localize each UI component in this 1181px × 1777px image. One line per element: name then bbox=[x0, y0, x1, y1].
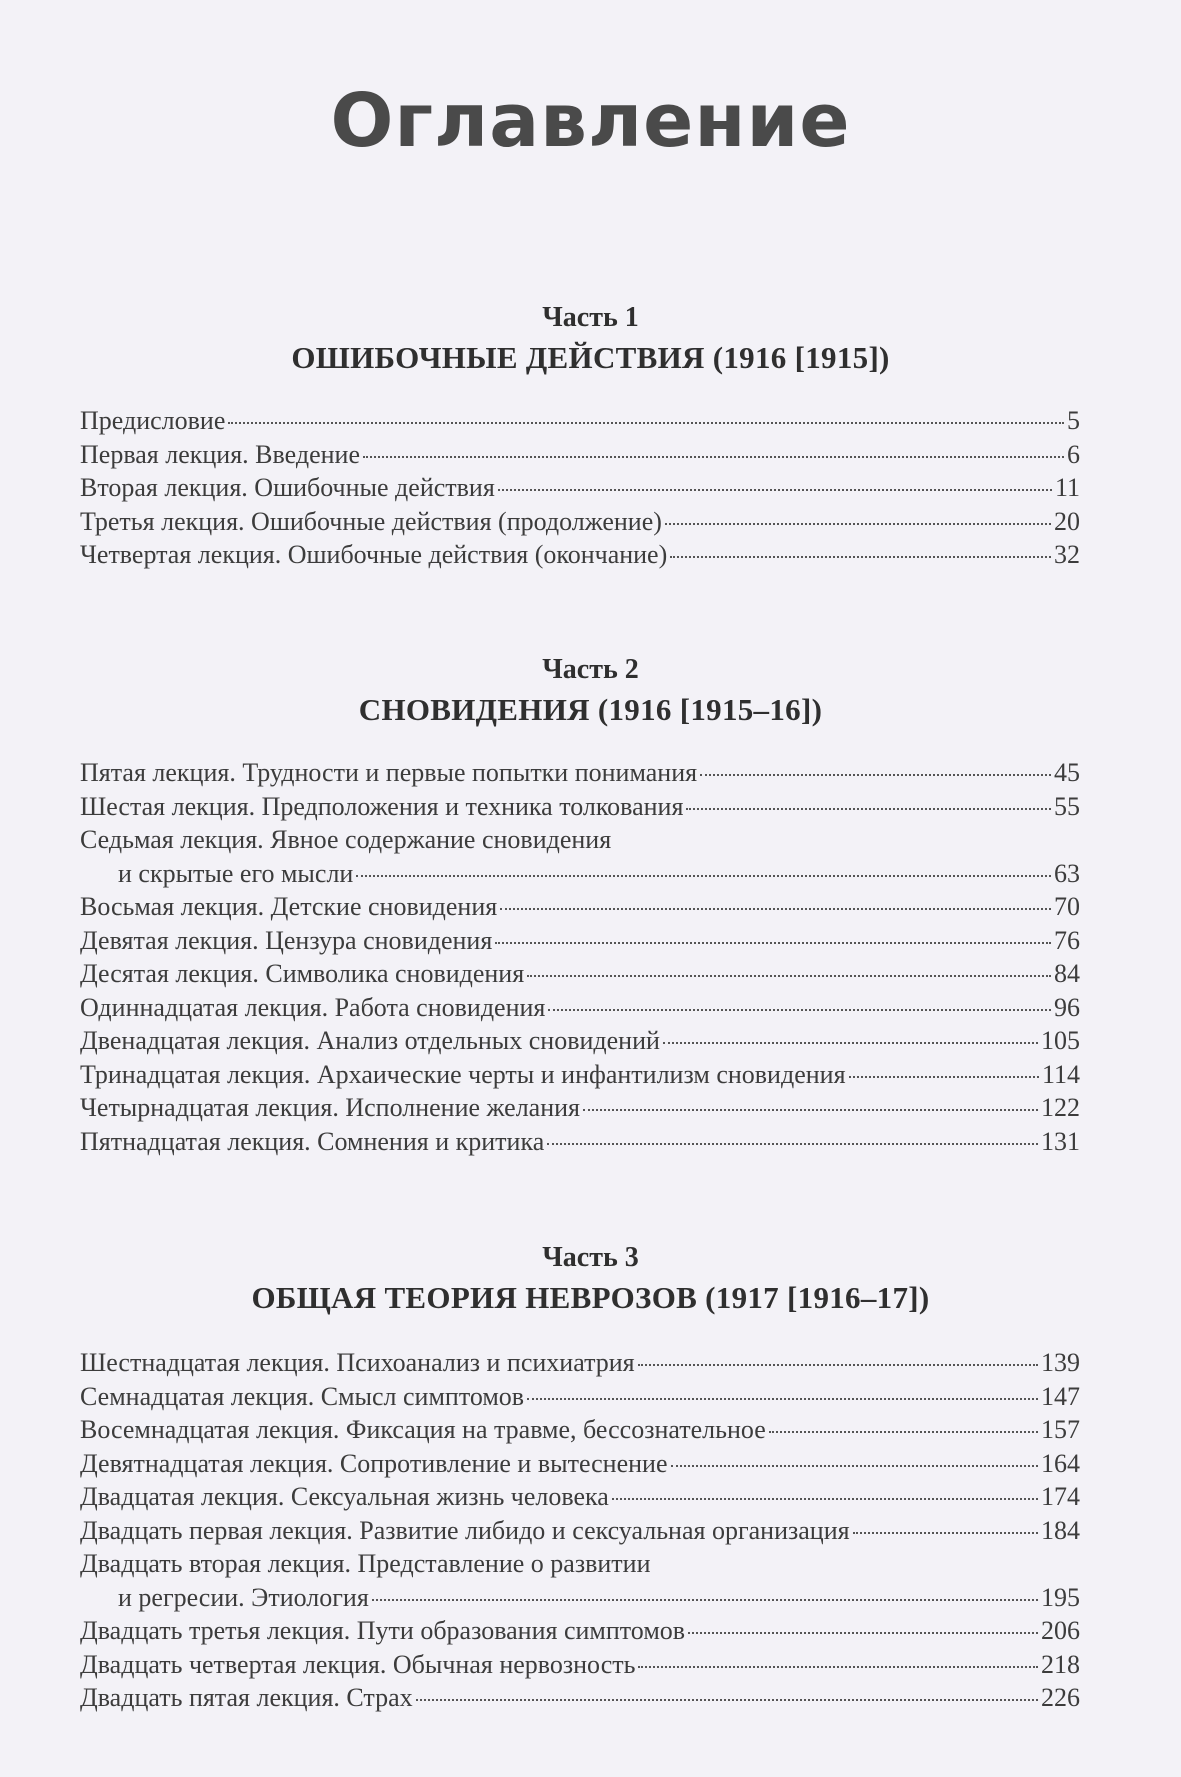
page-number: 157 bbox=[1041, 1415, 1080, 1444]
toc-entry-title: Четвертая лекция. Ошибочные действия (окончание) bbox=[80, 540, 668, 569]
page-number: 20 bbox=[1054, 506, 1080, 536]
toc-entry bbox=[80, 1480, 1080, 1514]
page-number: 105 bbox=[1041, 1026, 1080, 1055]
page-number: 147 bbox=[1041, 1381, 1080, 1411]
page-number: 195 bbox=[1041, 1582, 1080, 1612]
toc-entry-continuation: и регресии. Этиология bbox=[118, 1582, 369, 1612]
part-number: Часть 1 bbox=[542, 302, 639, 333]
toc-entry bbox=[80, 538, 1080, 572]
toc-entry-title: Первая лекция. Введение bbox=[80, 439, 360, 469]
dot-leader bbox=[769, 1431, 1038, 1433]
dot-leader bbox=[228, 422, 1064, 424]
dot-leader bbox=[527, 1398, 1038, 1400]
toc-entry-title: Семнадцатая лекция. Смысл симптомов bbox=[80, 1381, 525, 1411]
toc-entry bbox=[80, 1547, 1080, 1614]
dot-leader bbox=[416, 1699, 1038, 1701]
page-number: 184 bbox=[1041, 1515, 1080, 1545]
toc-list bbox=[80, 756, 1080, 1158]
toc-entry bbox=[80, 756, 1080, 790]
toc-list bbox=[80, 404, 1080, 572]
toc-entry bbox=[80, 924, 1080, 958]
page-number: 63 bbox=[1054, 858, 1080, 888]
toc-entry-title: Двадцать четвертая лекция. Обычная нервозность bbox=[80, 1649, 636, 1679]
toc-entry-title: Двадцать вторая лекция. Представление о развитии bbox=[80, 1549, 651, 1578]
page-number: 70 bbox=[1054, 892, 1080, 921]
toc-entry bbox=[80, 1058, 1080, 1092]
page-number: 164 bbox=[1041, 1448, 1080, 1478]
dot-leader bbox=[583, 1109, 1038, 1111]
dot-leader bbox=[372, 1599, 1038, 1601]
page-number: 226 bbox=[1041, 1683, 1080, 1712]
dot-leader bbox=[670, 556, 1051, 558]
toc-entry-title: Двенадцатая лекция. Анализ отдельных сновидений bbox=[80, 1026, 660, 1055]
page-number: 45 bbox=[1054, 758, 1080, 787]
dot-leader bbox=[849, 1076, 1039, 1078]
dot-leader bbox=[498, 489, 1052, 491]
toc-entry-continuation: и скрытые его мысли bbox=[118, 858, 354, 888]
toc-entry bbox=[80, 1091, 1080, 1125]
toc-entry-title: Двадцать пятая лекция. Страх bbox=[80, 1683, 413, 1712]
part-number: Часть 3 bbox=[542, 1242, 639, 1273]
page-number: 11 bbox=[1054, 473, 1080, 502]
toc-entry-title: Пятнадцатая лекция. Сомнения и критика bbox=[80, 1126, 545, 1156]
dot-leader bbox=[663, 1042, 1038, 1044]
toc-entry-title: Третья лекция. Ошибочные действия (продолжение) bbox=[80, 506, 662, 536]
toc-entry-title: Вторая лекция. Ошибочные действия bbox=[80, 473, 495, 502]
toc-entry-title: Тринадцатая лекция. Архаические черты и инфантилизм сновидения bbox=[80, 1059, 846, 1089]
dot-leader bbox=[671, 1465, 1038, 1467]
dot-leader bbox=[527, 975, 1051, 977]
part-heading bbox=[0, 1240, 1181, 1318]
dot-leader bbox=[853, 1532, 1038, 1534]
toc-entry bbox=[80, 1024, 1080, 1058]
toc-entry-title: Предисловие bbox=[80, 406, 226, 435]
toc-entry-title: Восьмая лекция. Детские сновидения bbox=[80, 892, 498, 921]
toc-entry bbox=[80, 505, 1080, 539]
page-number: 206 bbox=[1041, 1616, 1080, 1645]
toc-entry-title: Двадцатая лекция. Сексуальная жизнь человека bbox=[80, 1482, 609, 1511]
page-number: 114 bbox=[1041, 1059, 1080, 1089]
toc-entry-title: Четырнадцатая лекция. Исполнение желания bbox=[80, 1093, 580, 1122]
toc-entry-title: Двадцать третья лекция. Пути образования симптомов bbox=[80, 1616, 686, 1645]
page-number: 5 bbox=[1067, 406, 1080, 435]
part-heading bbox=[0, 652, 1181, 730]
toc-entry-line bbox=[80, 857, 1080, 891]
toc-entry-title: Шестая лекция. Предположения и техника толкования bbox=[80, 791, 684, 821]
toc-entry bbox=[80, 1514, 1080, 1548]
toc-entry-title: Двадцать первая лекция. Развитие либидо и сексуальная организация bbox=[80, 1515, 850, 1545]
part-number: Часть 2 bbox=[542, 654, 639, 685]
dot-leader bbox=[638, 1364, 1038, 1366]
part-title: ОБЩАЯ ТЕОРИЯ НЕВРОЗОВ (1917 [1916–17]) bbox=[251, 1280, 930, 1315]
page-number: 96 bbox=[1054, 992, 1080, 1022]
part-title: ОШИБОЧНЫЕ ДЕЙСТВИЯ (1916 [1915]) bbox=[291, 340, 890, 375]
dot-leader bbox=[665, 523, 1051, 525]
toc-entry bbox=[80, 1125, 1080, 1159]
toc-entry bbox=[80, 438, 1080, 472]
toc-entry bbox=[80, 1648, 1080, 1682]
toc-entry-title: Пятая лекция. Трудности и первые попытки понимания bbox=[80, 758, 698, 787]
toc-entry-title: Восемнадцатая лекция. Фиксация на травме, бессознательное bbox=[80, 1415, 766, 1444]
page-number: 122 bbox=[1041, 1093, 1080, 1122]
toc-entry-line bbox=[80, 1581, 1080, 1615]
part-title: СНОВИДЕНИЯ (1916 [1915–16]) bbox=[358, 692, 823, 727]
page-number: 84 bbox=[1054, 959, 1080, 988]
dot-leader bbox=[356, 875, 1051, 877]
page-number: 55 bbox=[1054, 791, 1080, 821]
toc-entry bbox=[80, 1380, 1080, 1414]
toc-entry bbox=[80, 790, 1080, 824]
dot-leader bbox=[363, 456, 1064, 458]
page-title: Оглавление bbox=[330, 78, 851, 164]
dot-leader bbox=[638, 1666, 1038, 1668]
toc-list bbox=[80, 1346, 1080, 1715]
page-number: 139 bbox=[1041, 1348, 1080, 1377]
toc-entry bbox=[80, 957, 1080, 991]
toc-entry bbox=[80, 1413, 1080, 1447]
page-number: 6 bbox=[1067, 439, 1080, 469]
toc-entry-title: Одиннадцатая лекция. Работа сновидения bbox=[80, 992, 546, 1022]
page-number: 218 bbox=[1041, 1649, 1080, 1679]
dot-leader bbox=[612, 1498, 1038, 1500]
dot-leader bbox=[688, 1632, 1038, 1634]
toc-entry bbox=[80, 1614, 1080, 1648]
toc-entry-title: Девятая лекция. Цензура сновидения bbox=[80, 925, 493, 955]
toc-entry-title: Шестнадцатая лекция. Психоанализ и психиатрия bbox=[80, 1348, 635, 1377]
toc-entry bbox=[80, 890, 1080, 924]
toc-entry bbox=[80, 1346, 1080, 1380]
toc-entry-title: Седьмая лекция. Явное содержание сновидения bbox=[80, 825, 612, 854]
page-number: 76 bbox=[1054, 925, 1080, 955]
toc-entry-title: Десятая лекция. Символика сновидения bbox=[80, 959, 525, 988]
toc-entry-title: Девятнадцатая лекция. Сопротивление и вытеснение bbox=[80, 1448, 668, 1478]
toc-entry bbox=[80, 991, 1080, 1025]
page-number: 32 bbox=[1054, 540, 1080, 569]
dot-leader bbox=[500, 908, 1051, 910]
toc-entry bbox=[80, 1447, 1080, 1481]
part-heading bbox=[0, 300, 1181, 378]
page-number: 131 bbox=[1041, 1126, 1080, 1156]
toc-entry bbox=[80, 471, 1080, 505]
toc-entry bbox=[80, 1681, 1080, 1715]
toc-entry bbox=[80, 823, 1080, 890]
dot-leader bbox=[686, 808, 1051, 810]
toc-entry bbox=[80, 404, 1080, 438]
page-number: 174 bbox=[1041, 1482, 1080, 1511]
dot-leader bbox=[547, 1143, 1038, 1145]
dot-leader bbox=[700, 774, 1051, 776]
dot-leader bbox=[495, 942, 1051, 944]
dot-leader bbox=[548, 1009, 1051, 1011]
